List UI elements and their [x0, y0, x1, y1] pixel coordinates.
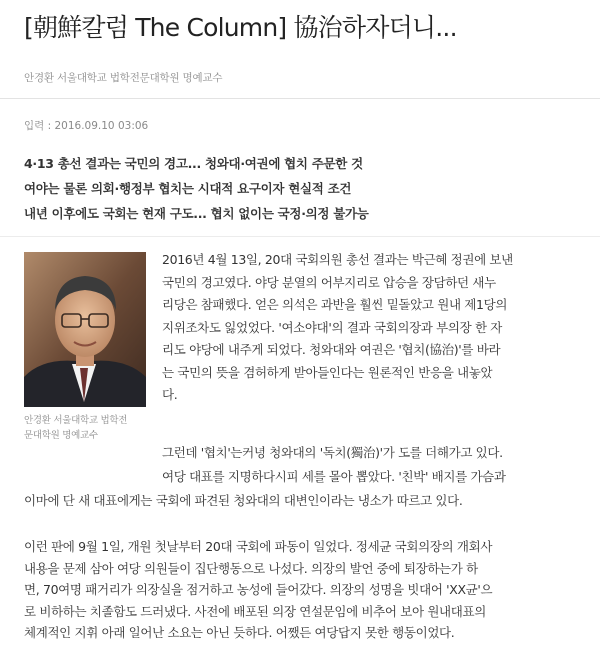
subheading: 내년 이후에도 국회는 현재 구도... 협치 없이는 국정·의정 불가능 — [24, 206, 369, 221]
author-byline: 안경환 서울대학교 법학전문대학원 명예교수 — [24, 72, 223, 84]
body-line: 면, 70여명 패거리가 의장실을 점거하고 농성에 들어갔다. 의장의 성명을 빗대어 'XX균'으 — [24, 582, 493, 597]
subheading: 4·13 총선 결과는 국민의 경고... 청와대·여권에 협치 주문한 것 — [24, 156, 363, 171]
divider — [0, 236, 600, 237]
body-paragraph — [162, 249, 592, 407]
body-line: 내용을 문제 삼아 여당 의원들이 집단행동으로 나섰다. 의장의 발언 중에 퇴장하는가 하 — [24, 560, 478, 576]
photo-caption — [24, 413, 154, 443]
subheading: 여야는 물론 의회·행정부 협치는 시대적 요구이자 현실적 조건 — [24, 181, 352, 196]
body-line: 이런 판에 9월 1일, 개원 첫날부터 20대 국회에 파동이 일었다. 정세균 국회의장의 개회사 — [24, 539, 493, 554]
body-line: 그런데 '협치'는커녕 청와대의 '독치(獨治)'가 도를 더해가고 있다. — [162, 445, 503, 460]
body-line: 2016년 4월 13일, 20대 국회의원 총선 결과는 박근혜 정권에 보낸 — [162, 252, 513, 267]
publish-date: 입력 : 2016.09.10 03:06 — [24, 120, 149, 132]
body-line: 다. — [162, 387, 178, 402]
article-title: [朝鮮칼럼 The Column] 協治하자더니... — [24, 13, 457, 42]
body-paragraph — [24, 536, 594, 644]
body-line: 지위조차도 잃었었다. '여소야대'의 결과 국회의장과 부의장 한 자 — [162, 319, 503, 335]
divider — [0, 98, 600, 99]
body-line: 리도 야당에 내주게 되었다. 청와대와 여권은 '협치(協治)'를 바라 — [162, 342, 501, 357]
body-line: 는 국민의 뜻을 겸허하게 받아들인다는 원론적인 반응을 내놓았 — [162, 364, 493, 380]
subheading-block — [24, 151, 369, 226]
body-paragraph — [24, 441, 592, 513]
body-line: 로 비하하는 치졸함도 드러냈다. 사전에 배포된 의장 연설문임에 비추어 보아 원내대표의 — [24, 603, 486, 619]
caption-line: 안경환 서울대학교 법학전 — [24, 415, 128, 426]
caption-line: 문대학원 명예교수 — [24, 430, 98, 441]
body-line: 여당 대표를 지명하다시피 세를 몰아 뽑았다. '친박' 배지를 가슴과 — [162, 469, 506, 484]
body-line: 리당은 참패했다. 얻은 의석은 과반을 훨씬 밑돌았고 원내 제1당의 — [162, 297, 508, 312]
body-line: 국민의 경고였다. 야당 분열의 어부지리로 압승을 장담하던 새누 — [162, 274, 496, 290]
author-photo — [24, 252, 146, 407]
body-line: 이마에 단 새 대표에게는 국회에 파견된 청와대의 대변인이라는 냉소가 따르고 있다. — [24, 493, 463, 508]
portrait-image — [24, 252, 146, 407]
body-line: 체계적인 지휘 아래 일어난 소요는 아닌 듯하다. 어쨌든 여당답지 못한 행동이었다. — [24, 625, 455, 640]
